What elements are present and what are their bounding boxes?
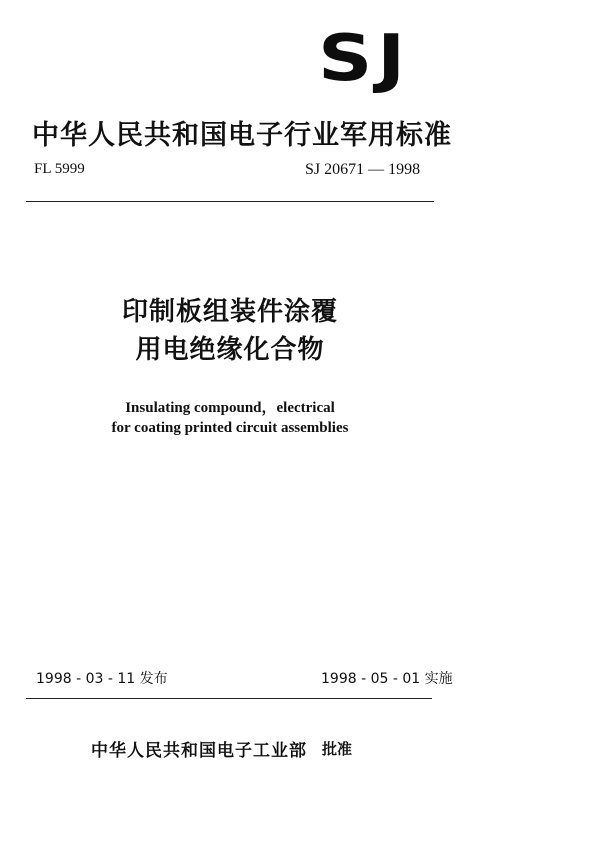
- standard-number: SJ 20671 — 1998: [305, 161, 421, 178]
- top-divider: [26, 201, 434, 202]
- sj-logo: SJ: [318, 22, 410, 96]
- approving-authority: 中华人民共和国电子工业部: [91, 741, 307, 761]
- title-cn-line1: 印制板组装件涂覆: [121, 297, 338, 327]
- classification-number: FL 5999: [34, 161, 85, 177]
- approve-label: 批准: [322, 740, 353, 758]
- implementation-date: 1998 - 05 - 01 实施: [321, 671, 453, 687]
- standard-type-heading: 中华人民共和国电子行业军用标准: [32, 120, 452, 151]
- title-cn-line2: 用电绝缘化合物: [135, 335, 325, 365]
- bottom-divider: [26, 698, 432, 699]
- title-en-line2: for coating printed circuit assemblies: [111, 420, 349, 436]
- issue-date: 1998 - 03 - 11 发布: [36, 671, 168, 687]
- title-en-line1: Insulating compound，electrical: [125, 400, 335, 416]
